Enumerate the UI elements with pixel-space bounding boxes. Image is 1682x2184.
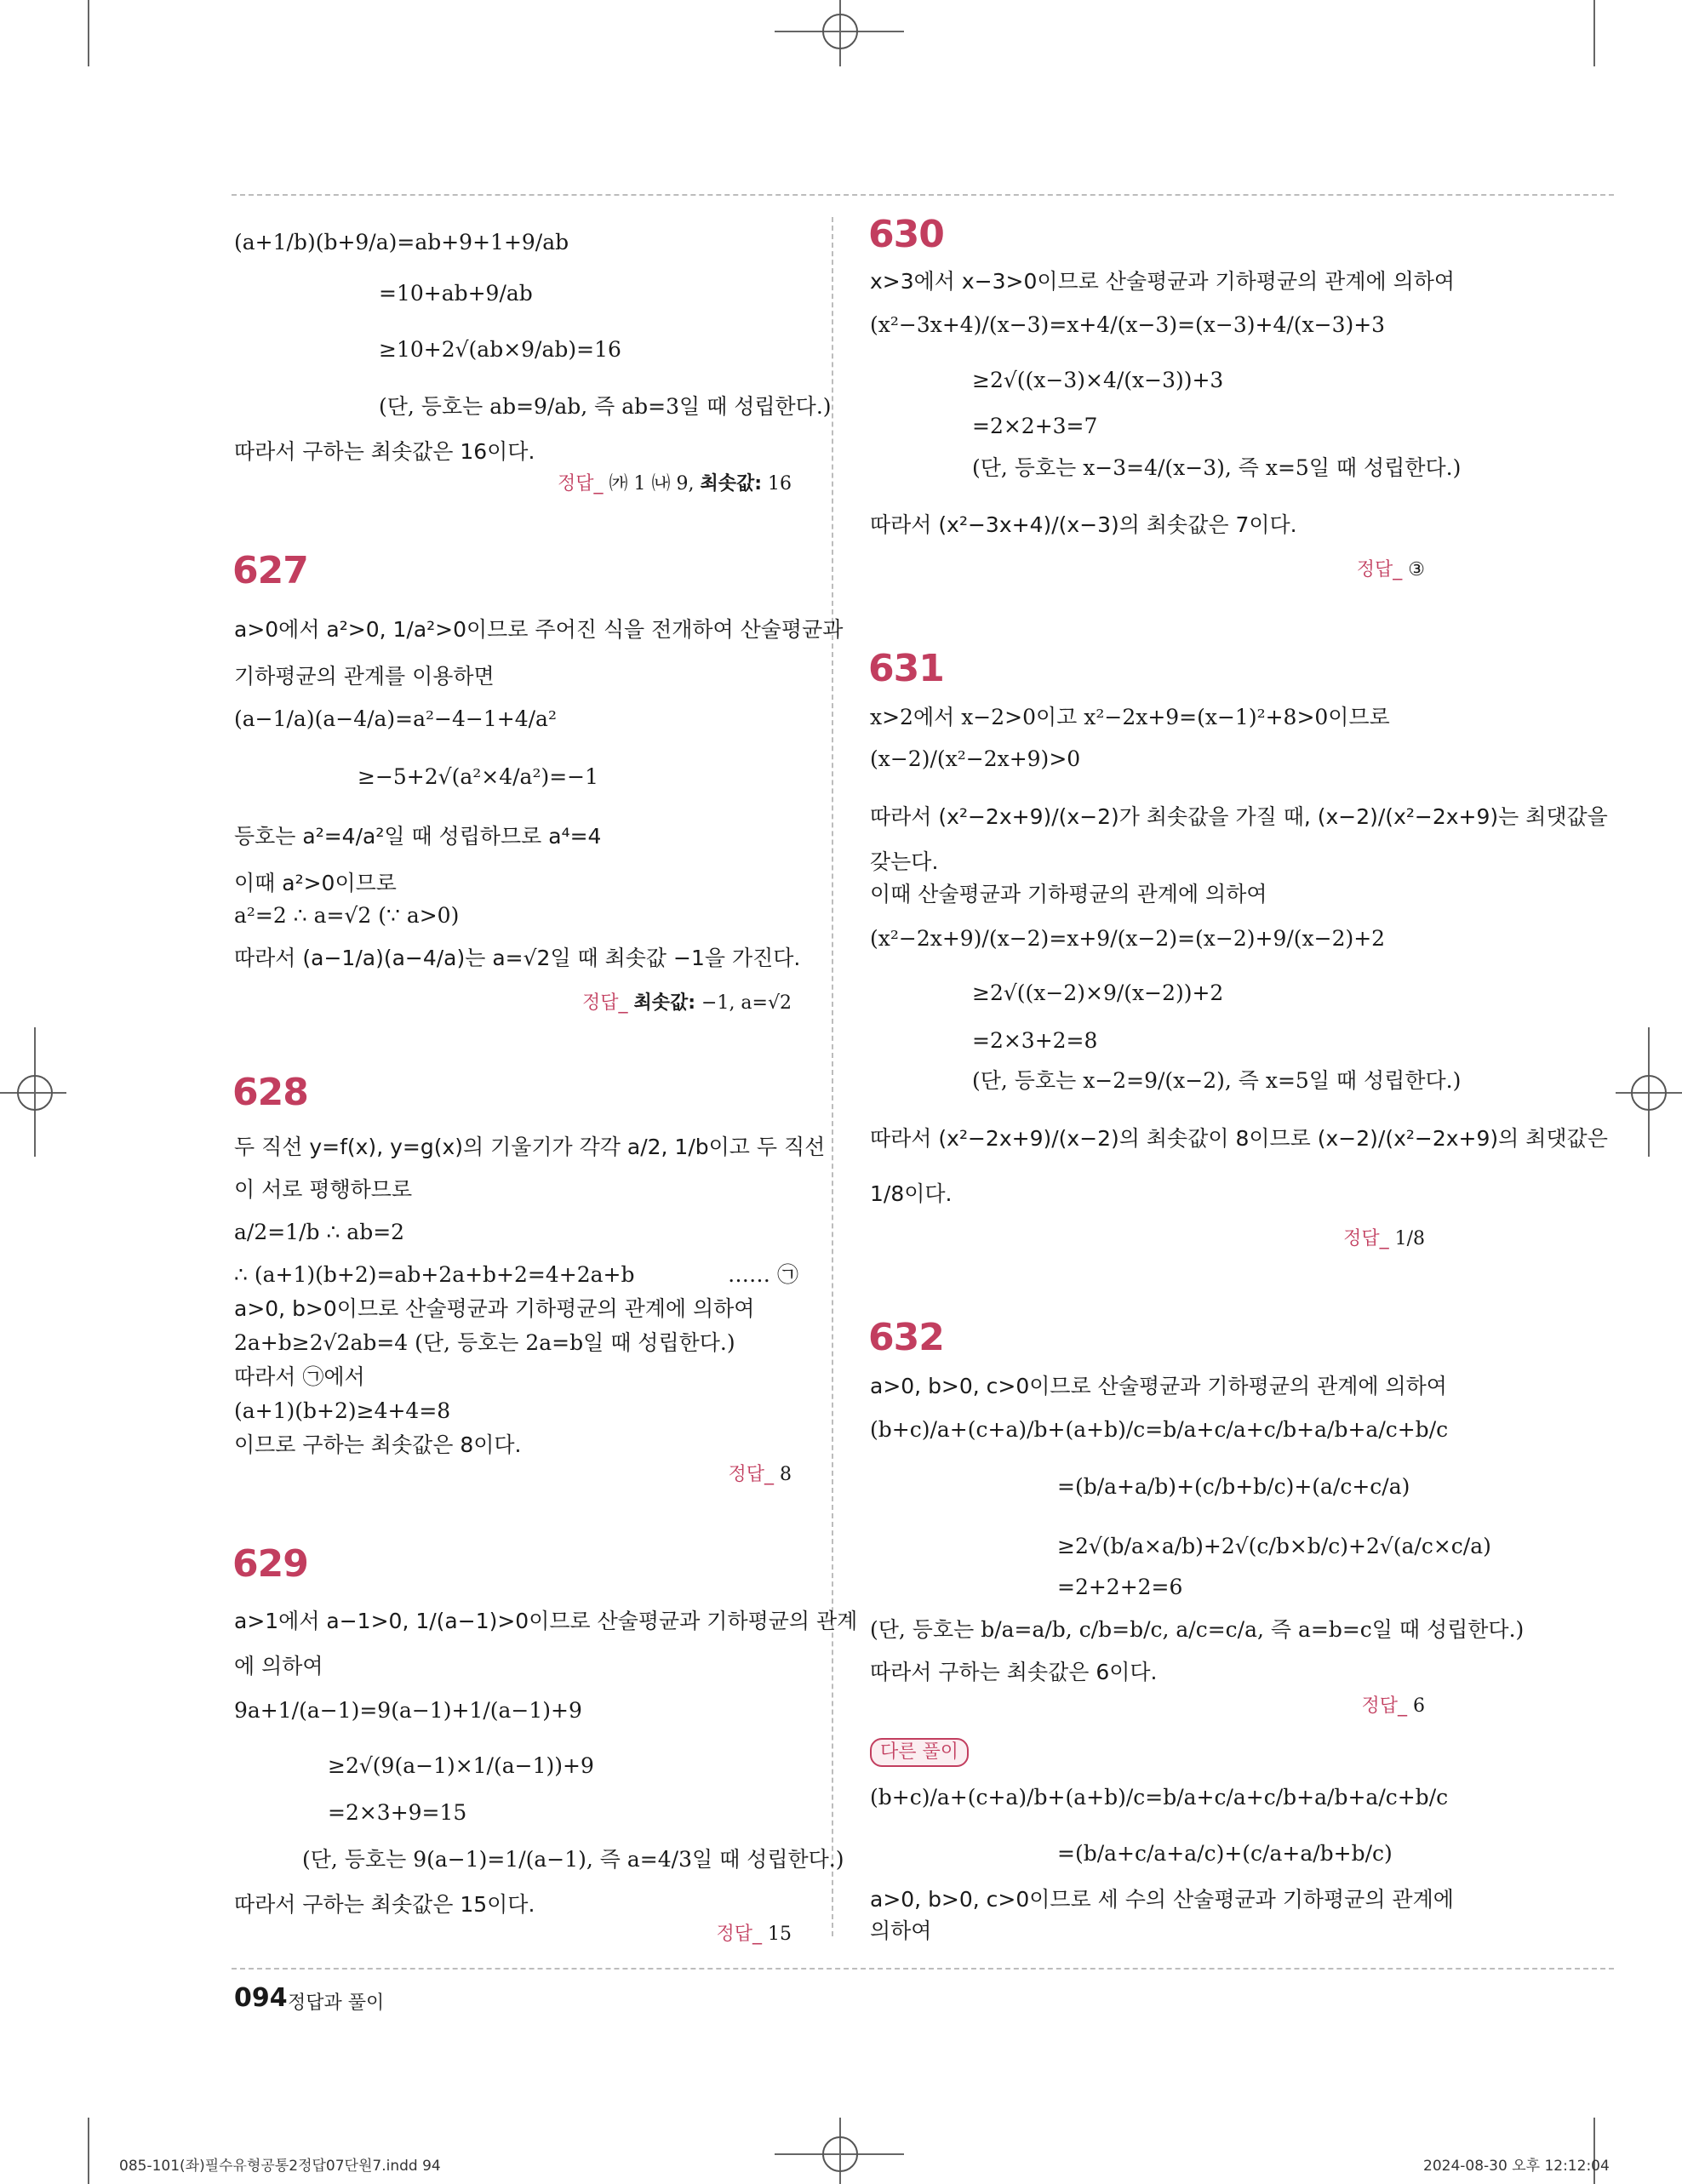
answer-tail: 8 [774, 1464, 792, 1485]
text-line: 이때 a²>0이므로 [234, 871, 397, 895]
column-divider [832, 217, 833, 1936]
math-line: 9a+1/(a−1)=9(a−1)+1/(a−1)+9 [234, 1698, 582, 1723]
text-line: 따라서 (x²−2x+9)/(x−2)가 최솟값을 가질 때, (x−2)/(x²−2x+9)는 최댓값을 [870, 804, 1608, 829]
text-line: a>1에서 a−1>0, 1/(a−1)>0이므로 산술평균과 기하평균의 관계 [234, 1609, 858, 1633]
math-line: =2×2+3=7 [972, 414, 1098, 438]
answer-tail: 16 [762, 473, 792, 495]
math-line: ≥−5+2√(a²×4/a²)=−1 [358, 764, 599, 789]
problem-number: 630 [868, 213, 944, 256]
registration-circle [822, 14, 858, 49]
problem-number: 632 [868, 1316, 944, 1359]
answer-label: 정답_ [716, 1924, 762, 1945]
text-line: 따라서 (x²−3x+4)/(x−3)의 최솟값은 7이다. [870, 512, 1297, 537]
answer-tail: −1, a=√2 [695, 992, 792, 1014]
answer-label: 정답_ [581, 992, 628, 1014]
answer-626 [558, 472, 792, 497]
text-line: 이므로 구하는 최솟값은 8이다. [234, 1432, 522, 1457]
answer-label: 정답_ [1361, 1695, 1407, 1717]
math-line: ≥2√(9(a−1)×1/(a−1))+9 [328, 1753, 594, 1778]
math-line: (b+c)/a+(c+a)/b+(a+b)/c=b/a+c/a+c/b+a/b+a/c+b/c [870, 1417, 1449, 1442]
crop-mark [88, 0, 89, 66]
math-line: =2×3+9=15 [328, 1800, 467, 1825]
math-line: 2a+b≥2√2ab=4 (단, 등호는 2a=b일 때 성립한다.) [234, 1330, 735, 1355]
text-line: a>0, b>0, c>0이므로 세 수의 산술평균과 기하평균의 관계에 [870, 1887, 1454, 1912]
answer-627 [582, 991, 792, 1016]
text-line: 갖는다. [870, 849, 939, 874]
text-line: 의하여 [870, 1918, 932, 1943]
text-line: 등호는 a²=4/a²일 때 성립하므로 a⁴=4 [234, 824, 602, 849]
text-line: 따라서 구하는 최솟값은 15이다. [234, 1892, 535, 1917]
answer-631 [1343, 1226, 1425, 1252]
problem-number: 628 [232, 1071, 308, 1114]
page-number: 094 [234, 1983, 288, 2013]
answer-tail: 15 [762, 1924, 792, 1945]
math-line: ∴ (a+1)(b+2)=ab+2a+b+2=4+2a+b [234, 1262, 635, 1287]
top-divider [232, 194, 1614, 196]
math-line: ≥2√((x−2)×9/(x−2))+2 [972, 981, 1224, 1005]
text-line: 따라서 (x²−2x+9)/(x−2)의 최솟값이 8이므로 (x−2)/(x²−2x+9)의 최댓값은 [870, 1126, 1608, 1151]
math-line: (단, 등호는 x−2=9/(x−2), 즉 x=5일 때 성립한다.) [972, 1068, 1462, 1093]
problem-number: 629 [232, 1542, 308, 1586]
answer-630 [1357, 557, 1425, 583]
answer-tail: ③ [1402, 559, 1425, 580]
math-line: a²=2 ∴ a=√2 (∵ a>0) [234, 903, 460, 928]
math-line: (a−1/a)(a−4/a)=a²−4−1+4/a² [234, 706, 557, 731]
text-line: 따라서 구하는 최솟값은 16이다. [234, 439, 535, 464]
math-line: =2+2+2=6 [1057, 1575, 1183, 1599]
math-line: ≥2√(b/a×a/b)+2√(c/b×b/c)+2√(a/c×c/a) [1057, 1534, 1491, 1558]
registration-circle [17, 1075, 53, 1111]
print-timestamp: 2024-08-30 오후 12:12:04 [1423, 2158, 1610, 2175]
answer-bold: 최솟값: [700, 473, 762, 495]
answer-tail: 1/8 [1388, 1228, 1425, 1249]
alt-solution-badge: 다른 풀이 [870, 1738, 969, 1767]
answer-label: 정답_ [1356, 559, 1403, 580]
math-line: x>2에서 x−2>0이고 x²−2x+9=(x−1)²+8>0이므로 [870, 705, 1390, 729]
answer-628 [728, 1462, 792, 1488]
equation-marker: …… ㉠ [728, 1262, 798, 1287]
math-line: (b+c)/a+(c+a)/b+(a+b)/c=b/a+c/a+c/b+a/b+a/c+b/c [870, 1785, 1449, 1810]
page-title: 정답과 풀이 [288, 1992, 385, 2014]
registration-circle [822, 2136, 858, 2172]
text-line: 따라서 구하는 최솟값은 6이다. [870, 1660, 1158, 1684]
math-line: (단, 등호는 ab=9/ab, 즉 ab=3일 때 성립한다.) [379, 394, 832, 419]
answer-label: 정답_ [1343, 1228, 1389, 1249]
math-line: (단, 등호는 b/a=a/b, c/b=b/c, a/c=c/a, 즉 a=b=c일 때 성립한다.) [870, 1617, 1525, 1642]
answer-bold: 최솟값: [633, 992, 696, 1014]
answer-label: 정답_ [728, 1464, 774, 1485]
text-line: 따라서 ㉠에서 [234, 1364, 365, 1389]
text-line: 이때 산술평균과 기하평균의 관계에 의하여 [870, 882, 1267, 906]
answer-value: ㈎ 1 ㈏ 9, [609, 473, 701, 495]
problem-number: 627 [232, 549, 308, 592]
math-line: (단, 등호는 9(a−1)=1/(a−1), 즉 a=4/3일 때 성립한다.) [302, 1847, 844, 1872]
text-line: x>3에서 x−3>0이므로 산술평균과 기하평균의 관계에 의하여 [870, 269, 1456, 294]
text-line: 이 서로 평행하므로 [234, 1177, 413, 1202]
math-line: (a+1)(b+2)≥4+4=8 [234, 1398, 451, 1423]
text-line: 1/8이다. [870, 1181, 953, 1206]
math-line: =10+ab+9/ab [379, 281, 533, 306]
math-line: (a+1/b)(b+9/a)=ab+9+1+9/ab [234, 230, 569, 254]
text-line: 따라서 (a−1/a)(a−4/a)는 a=√2일 때 최솟값 −1을 가진다. [234, 946, 801, 970]
math-line: =2×3+2=8 [972, 1028, 1098, 1053]
answer-632 [1361, 1694, 1425, 1719]
text-line: 두 직선 y=f(x), y=g(x)의 기울기가 각각 a/2, 1/b이고 두 직선 [234, 1135, 826, 1159]
math-line: (x²−3x+4)/(x−3)=x+4/(x−3)=(x−3)+4/(x−3)+3 [870, 312, 1386, 337]
answer-tail: 6 [1407, 1695, 1425, 1717]
text-line: 에 의하여 [234, 1654, 323, 1678]
math-line: (x−2)/(x²−2x+9)>0 [870, 746, 1081, 771]
answer-629 [716, 1922, 792, 1947]
math-line: (단, 등호는 x−3=4/(x−3), 즉 x=5일 때 성립한다.) [972, 455, 1462, 480]
math-line: =(b/a+a/b)+(c/b+b/c)+(a/c+c/a) [1057, 1474, 1410, 1499]
text-line: 기하평균의 관계를 이용하면 [234, 664, 495, 689]
registration-circle [1631, 1075, 1667, 1111]
problem-number: 631 [868, 647, 944, 690]
answer-label: 정답_ [557, 473, 604, 495]
math-line: ≥10+2√(ab×9/ab)=16 [379, 337, 621, 362]
bottom-divider [232, 1968, 1614, 1970]
math-line: =(b/a+c/a+a/c)+(c/a+a/b+b/c) [1057, 1841, 1393, 1866]
math-line: ≥2√((x−3)×4/(x−3))+3 [972, 368, 1224, 392]
math-line: a/2=1/b ∴ ab=2 [234, 1220, 405, 1244]
crop-mark [88, 2118, 89, 2184]
crop-mark [1593, 0, 1595, 66]
text-line: a>0, b>0이므로 산술평균과 기하평균의 관계에 의하여 [234, 1296, 755, 1321]
text-line: a>0에서 a²>0, 1/a²>0이므로 주어진 식을 전개하여 산술평균과 [234, 617, 844, 642]
text-line: a>0, b>0, c>0이므로 산술평균과 기하평균의 관계에 의하여 [870, 1374, 1447, 1398]
math-line: (x²−2x+9)/(x−2)=x+9/(x−2)=(x−2)+9/(x−2)+2 [870, 926, 1386, 951]
file-slug: 085-101(좌)필수유형공통2정답07단원7.indd 94 [119, 2158, 441, 2175]
